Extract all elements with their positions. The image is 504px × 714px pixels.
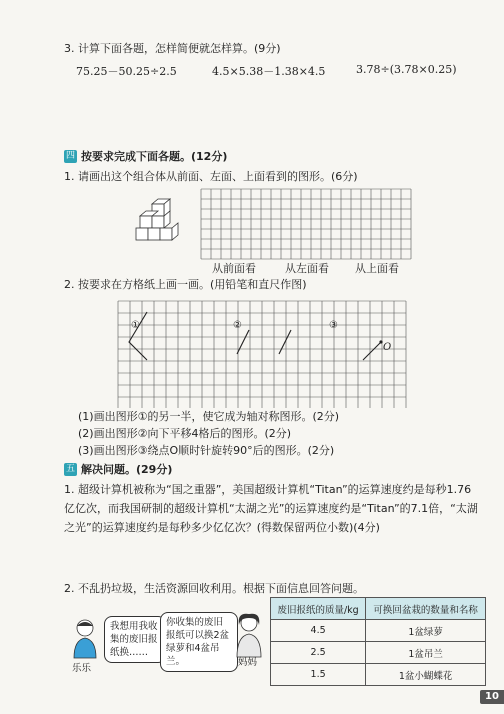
table-cell: 2.5 <box>271 642 366 664</box>
section-4-badge: 四 <box>65 151 75 161</box>
sec4-task-2: (2)画出图形②向下平移4格后的图形。(2分) <box>78 427 292 440</box>
table-header-row <box>271 598 486 620</box>
marker-3: ③ <box>329 320 338 331</box>
sec4-q1: 1. 请画出这个组合体从前面、左面、上面看到的图形。(6分) <box>64 170 358 183</box>
info-table <box>270 597 486 686</box>
marker-1: ① <box>131 320 140 331</box>
q3-expr-2: 4.5×5.38－1.38×4.5 <box>212 65 326 78</box>
cube-figure <box>132 196 182 248</box>
view-label-left: 从左面看 <box>285 262 329 275</box>
figure-3-line <box>363 342 381 360</box>
section-4-title: 按要求完成下面各题。(12分) <box>81 150 228 163</box>
drawing-grid <box>117 300 411 408</box>
table-cell: 1.5 <box>271 664 366 686</box>
marker-2: ② <box>233 320 242 331</box>
sec5-q2: 2. 不乱扔垃圾，生活资源回收利用。根据下面信息回答问题。 <box>64 582 364 595</box>
bubble-mom: 你收集的废旧报纸可以换2盆绿萝和4盆吊兰。 <box>160 612 238 672</box>
sec4-q2: 2. 按要求在方格纸上画一画。(用铅笔和直尺作图) <box>64 278 307 291</box>
sec4-task-1: (1)画出图形①的另一半，使它成为轴对称图形。(2分) <box>78 410 340 423</box>
view-label-top: 从上面看 <box>355 262 399 275</box>
table-cell: 4.5 <box>271 620 366 642</box>
bubble-lele: 我想用我收集的废旧报纸换…… <box>104 616 166 663</box>
section-5-badge: 五 <box>65 464 75 474</box>
table-cell: 1盆绿萝 <box>366 620 486 642</box>
view-label-front: 从前面看 <box>212 262 256 275</box>
name-lele: 乐乐 <box>72 663 92 674</box>
table-cell: 1盆吊兰 <box>366 642 486 664</box>
table-row <box>271 620 486 642</box>
name-mom: 妈妈 <box>238 657 258 668</box>
figure-2-line-b <box>279 330 291 354</box>
table-cell: 1盆小蝴蝶花 <box>366 664 486 686</box>
sec5-q1: 1. 超级计算机被称为“国之重器”，美国超级计算机“Titan”的运算速度约是每秒1.76亿亿次，而我国研制的超级计算机“太湖之光”的运算速度约是“Titan”的7.1倍，“太湖之光”的运算速度约是每秒多少亿亿次？(得数保留两位小数)(4分) <box>64 483 478 534</box>
table-header: 废旧报纸的质量/kg <box>271 598 366 620</box>
mom-icon <box>232 612 266 658</box>
section-5-title: 解决问题。(29分) <box>81 463 173 476</box>
q3-expr-3: 3.78÷(3.78×0.25) <box>356 63 457 76</box>
point-o-label: O <box>383 342 392 353</box>
kid-lele-icon <box>68 618 102 660</box>
view-grid <box>200 188 412 260</box>
table-row <box>271 642 486 664</box>
table-row <box>271 664 486 686</box>
table-header: 可换回盆栽的数量和名称 <box>366 598 486 620</box>
q3-expr-1: 75.25－50.25÷2.5 <box>76 65 177 78</box>
q3-title: 3. 计算下面各题，怎样简便就怎样算。(9分) <box>64 42 281 55</box>
figure-2-line-a <box>237 330 249 354</box>
page-number: 10 <box>480 690 504 704</box>
sec4-task-3: (3)画出图形③绕点O顺时针旋转90°后的图形。(2分) <box>78 444 335 457</box>
